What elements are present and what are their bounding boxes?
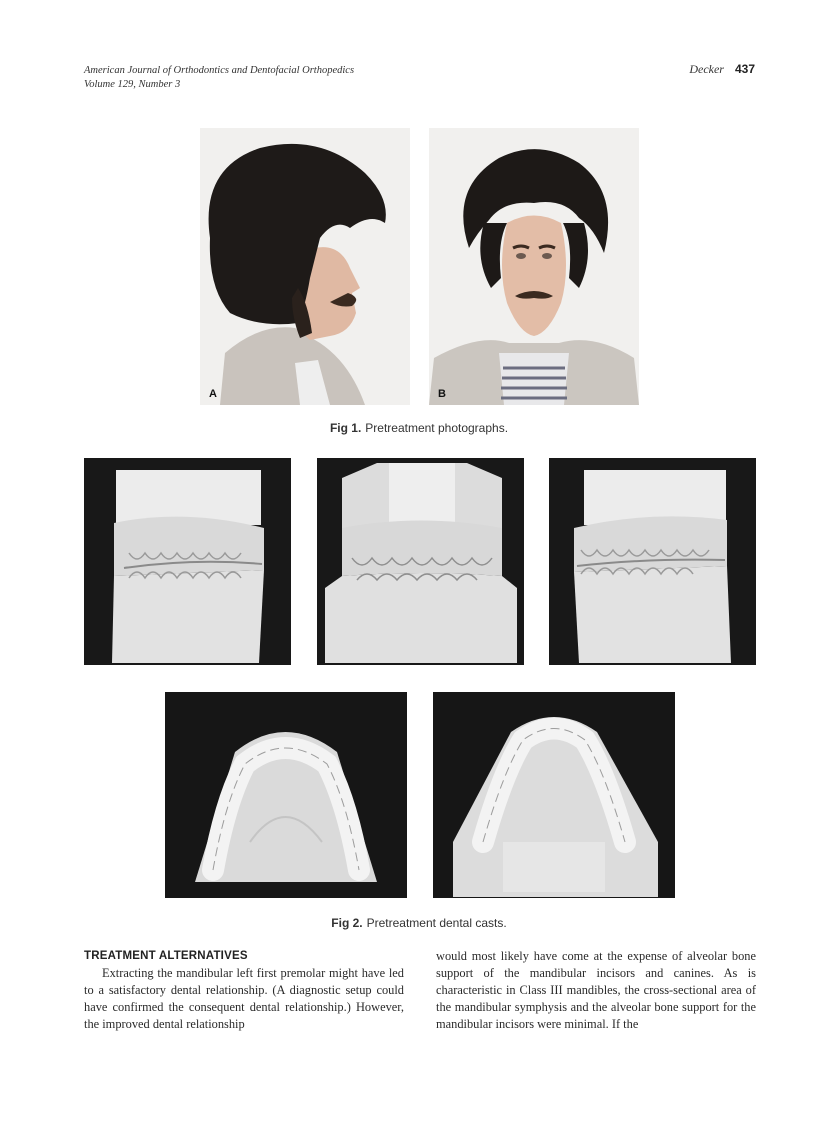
- page-header-right: [689, 62, 755, 77]
- page-number: 437: [734, 62, 755, 76]
- cast-mandibular-occlusal-view: [433, 692, 675, 898]
- figure-1-caption-text: Pretreatment photographs.: [365, 421, 509, 435]
- body-column-left: [84, 948, 404, 1033]
- paragraph-right: would most likely have come at the expense of alveolar bone support of the mandibular incisors and canines. As is characteristic in Class III mandibles, the cross-sectional area of the mandibular symphysis and the alveolar bone support for the mandibular incisors were minimal. If the: [436, 949, 756, 1031]
- panel-label-a: A: [209, 388, 217, 400]
- paragraph-left: Extracting the mandibular left first premolar might have led to a satisfactory dental relationship. (A diagnostic setup could have confirmed the consequent dental relationship.) However, the improved dental relationship: [84, 966, 404, 1031]
- cast-frontal-view: [317, 458, 524, 665]
- panel-label-b: B: [438, 388, 446, 400]
- figure-1-caption: [0, 421, 838, 435]
- cast-right-lateral-illustration: [84, 458, 291, 665]
- photo-profile-illustration: [200, 128, 410, 405]
- photo-frontal: [429, 128, 639, 405]
- cast-right-lateral-view: [84, 458, 291, 665]
- body-column-right: [436, 948, 756, 1033]
- cast-maxillary-occlusal-view: [165, 692, 407, 898]
- cast-mandibular-occlusal-illustration: [433, 692, 675, 898]
- author-name: Decker: [689, 62, 724, 76]
- figure-2-label: Fig 2.: [331, 916, 363, 930]
- photo-frontal-illustration: [429, 128, 639, 405]
- section-heading: TREATMENT ALTERNATIVES: [84, 950, 248, 962]
- figure-1-label: Fig 1.: [329, 421, 362, 435]
- cast-frontal-illustration: [317, 458, 524, 665]
- running-header: [84, 64, 354, 92]
- cast-left-lateral-view: [549, 458, 756, 665]
- figure-2-caption-text: Pretreatment dental casts.: [366, 916, 507, 930]
- figure-2-caption: [0, 916, 838, 930]
- journal-title: American Journal of Orthodontics and Dentofacial Orthopedics: [84, 65, 355, 76]
- cast-left-lateral-illustration: [549, 458, 756, 665]
- cast-maxillary-occlusal-illustration: [165, 692, 407, 898]
- photo-profile: [200, 128, 410, 405]
- journal-volume: Volume 129, Number 3: [84, 79, 181, 90]
